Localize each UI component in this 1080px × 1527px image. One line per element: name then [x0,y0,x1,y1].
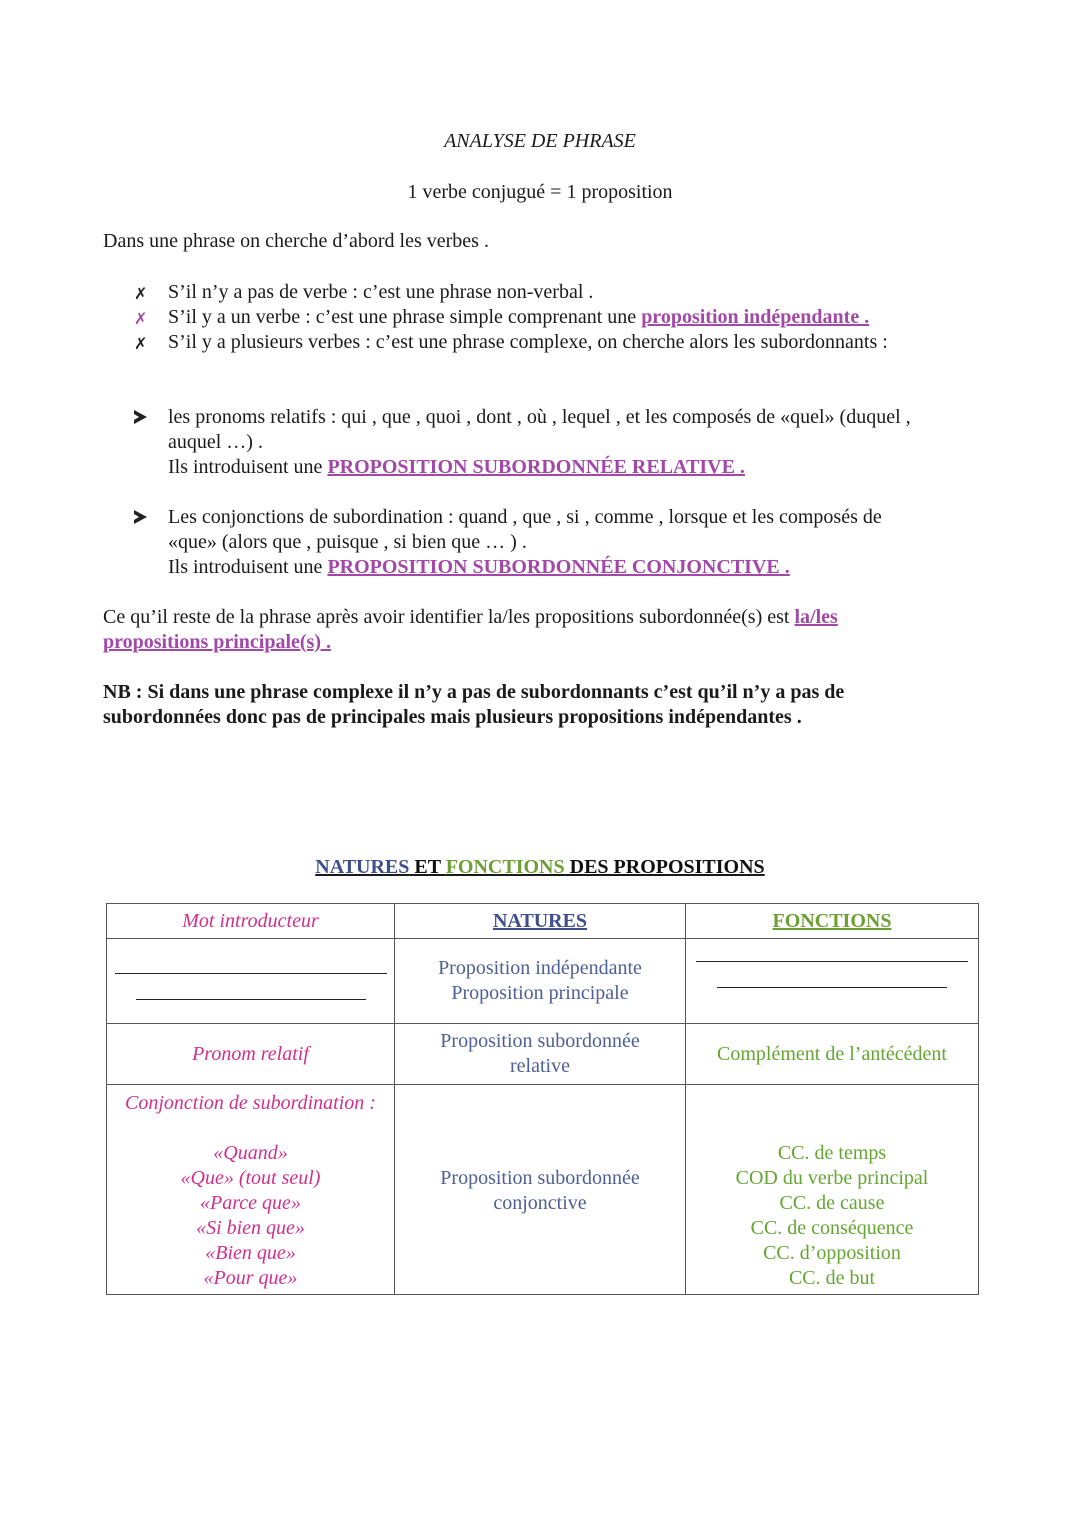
x-bullet-item [168,305,869,330]
intro-text: Ils introduisent une [168,456,328,478]
arrow-bullet-relatifs [168,405,911,480]
table-row [107,1024,979,1085]
nb-line: subordonnées donc pas de principales mais plusieurs propositions indépendantes . [103,706,802,728]
mot-item: «Pour que» [203,1267,298,1289]
heading-et: ET [409,856,446,878]
remainder-line [103,630,838,655]
heading-des-propositions: DES PROPOSITIONS [564,856,765,878]
header-mot-introducteur: Mot introducteur [107,904,395,939]
header-fonctions: FONCTIONS [686,904,979,939]
nature-item: Proposition subordonnée [440,1167,640,1189]
arrow-bullet-line: «que» (alors que , puisque , si bien que … ) . [168,531,527,553]
arrow-bullet-line: auquel …) . [168,431,263,453]
mot-cell: Pronom relatif [107,1024,395,1085]
blank-mot-cell [107,939,395,1024]
x-bullet-text: S’il y a plusieurs verbes : c’est une phrase complexe, on cherche alors les subordonnants : [168,331,888,353]
x-bullet-item [168,280,593,305]
fonction-item: CC. d’opposition [763,1242,901,1264]
fonction-item: COD du verbe principal [735,1167,929,1189]
remainder-line [103,605,838,630]
mot-item: «Quand» [213,1142,288,1164]
fonction-item: CC. de cause [779,1192,885,1214]
propositions-principales-link[interactable]: propositions principale(s) . [103,631,331,653]
mot-title: Conjonction de subordination : [125,1092,376,1114]
proposition-independante-link[interactable]: proposition indépendante . [641,306,870,328]
heading-natures: NATURES [315,856,410,878]
natures-cell [395,939,686,1024]
fonction-cell: Complément de l’antécédent [686,1024,979,1085]
blank-line [136,999,366,1000]
blank-fonction-cell [686,939,979,1024]
x-bullet-text: S’il y a un verbe : c’est une phrase simple comprenant une [168,306,642,328]
natures-cell [395,1085,686,1295]
x-bullet-icon: ✗ [134,309,148,328]
arrow-bullet-icon [134,410,147,424]
table-header-row [107,904,979,939]
arrow-bullet-line: les pronoms relatifs : qui , que , quoi , dont , où , lequel , et les composés de «quel» (duquel , [168,406,911,428]
relative-link[interactable]: PROPOSITION SUBORDONNÉE RELATIVE . [327,456,745,478]
intro-text: Ils introduisent une [168,556,328,578]
nature-item: relative [510,1055,570,1077]
fonction-item: CC. de temps [777,1142,887,1164]
table-row [107,1085,979,1295]
natures-cell [395,1024,686,1085]
natures-fonctions-table [106,903,979,1295]
remainder-paragraph [103,605,838,655]
nature-item: Proposition principale [451,982,629,1004]
mot-item: «Si bien que» [196,1217,305,1239]
blank-line [115,973,387,974]
x-bullet-text: S’il n’y a pas de verbe : c’est une phrase non-verbal . [168,281,594,303]
x-bullet-icon: ✗ [134,284,148,303]
mot-item: «Parce que» [200,1192,301,1214]
arrow-bullet-line [168,455,911,480]
nb-line: NB : Si dans une phrase complexe il n’y a pas de subordonnants c’est qu’il n’y a pas de [103,681,845,703]
remainder-text: Ce qu’il reste de la phrase après avoir identifier la/les propositions subordonnée(s) est [103,606,795,628]
arrow-bullet-line: Les conjonctions de subordination : quand , que , si , comme , lorsque et les composés de [168,506,882,528]
nature-item: Proposition indépendante [438,957,642,979]
table-row [107,939,979,1024]
blank-line [717,987,947,988]
header-natures: NATURES [395,904,686,939]
blank-line [696,961,968,962]
x-bullet-icon: ✗ [134,334,148,353]
fonction-item: CC. de but [788,1267,876,1289]
nb-note [103,680,844,730]
nature-item: conjonctive [493,1192,587,1214]
section-heading [0,855,1080,880]
x-bullet-item [168,330,888,355]
intro-paragraph: Dans une phrase on cherche d’abord les verbes . [103,230,489,252]
arrow-bullet-line [168,555,882,580]
fonction-item: CC. de conséquence [750,1217,914,1239]
mot-item: «Que» (tout seul) [180,1167,321,1189]
conjonctive-link[interactable]: PROPOSITION SUBORDONNÉE CONJONCTIVE . [327,556,790,578]
nature-item: Proposition subordonnée [440,1030,640,1052]
heading-fonctions: FONCTIONS [445,856,565,878]
page-subtitle: 1 verbe conjugué = 1 proposition [407,181,673,203]
arrow-bullet-icon [134,510,147,524]
mot-item: «Bien que» [205,1242,296,1264]
la-les-link[interactable]: la/les [794,606,838,628]
fonction-cell [686,1085,979,1295]
page-title: ANALYSE DE PHRASE [444,130,636,152]
arrow-bullet-conjonctions [168,505,882,580]
mot-cell [107,1085,395,1295]
